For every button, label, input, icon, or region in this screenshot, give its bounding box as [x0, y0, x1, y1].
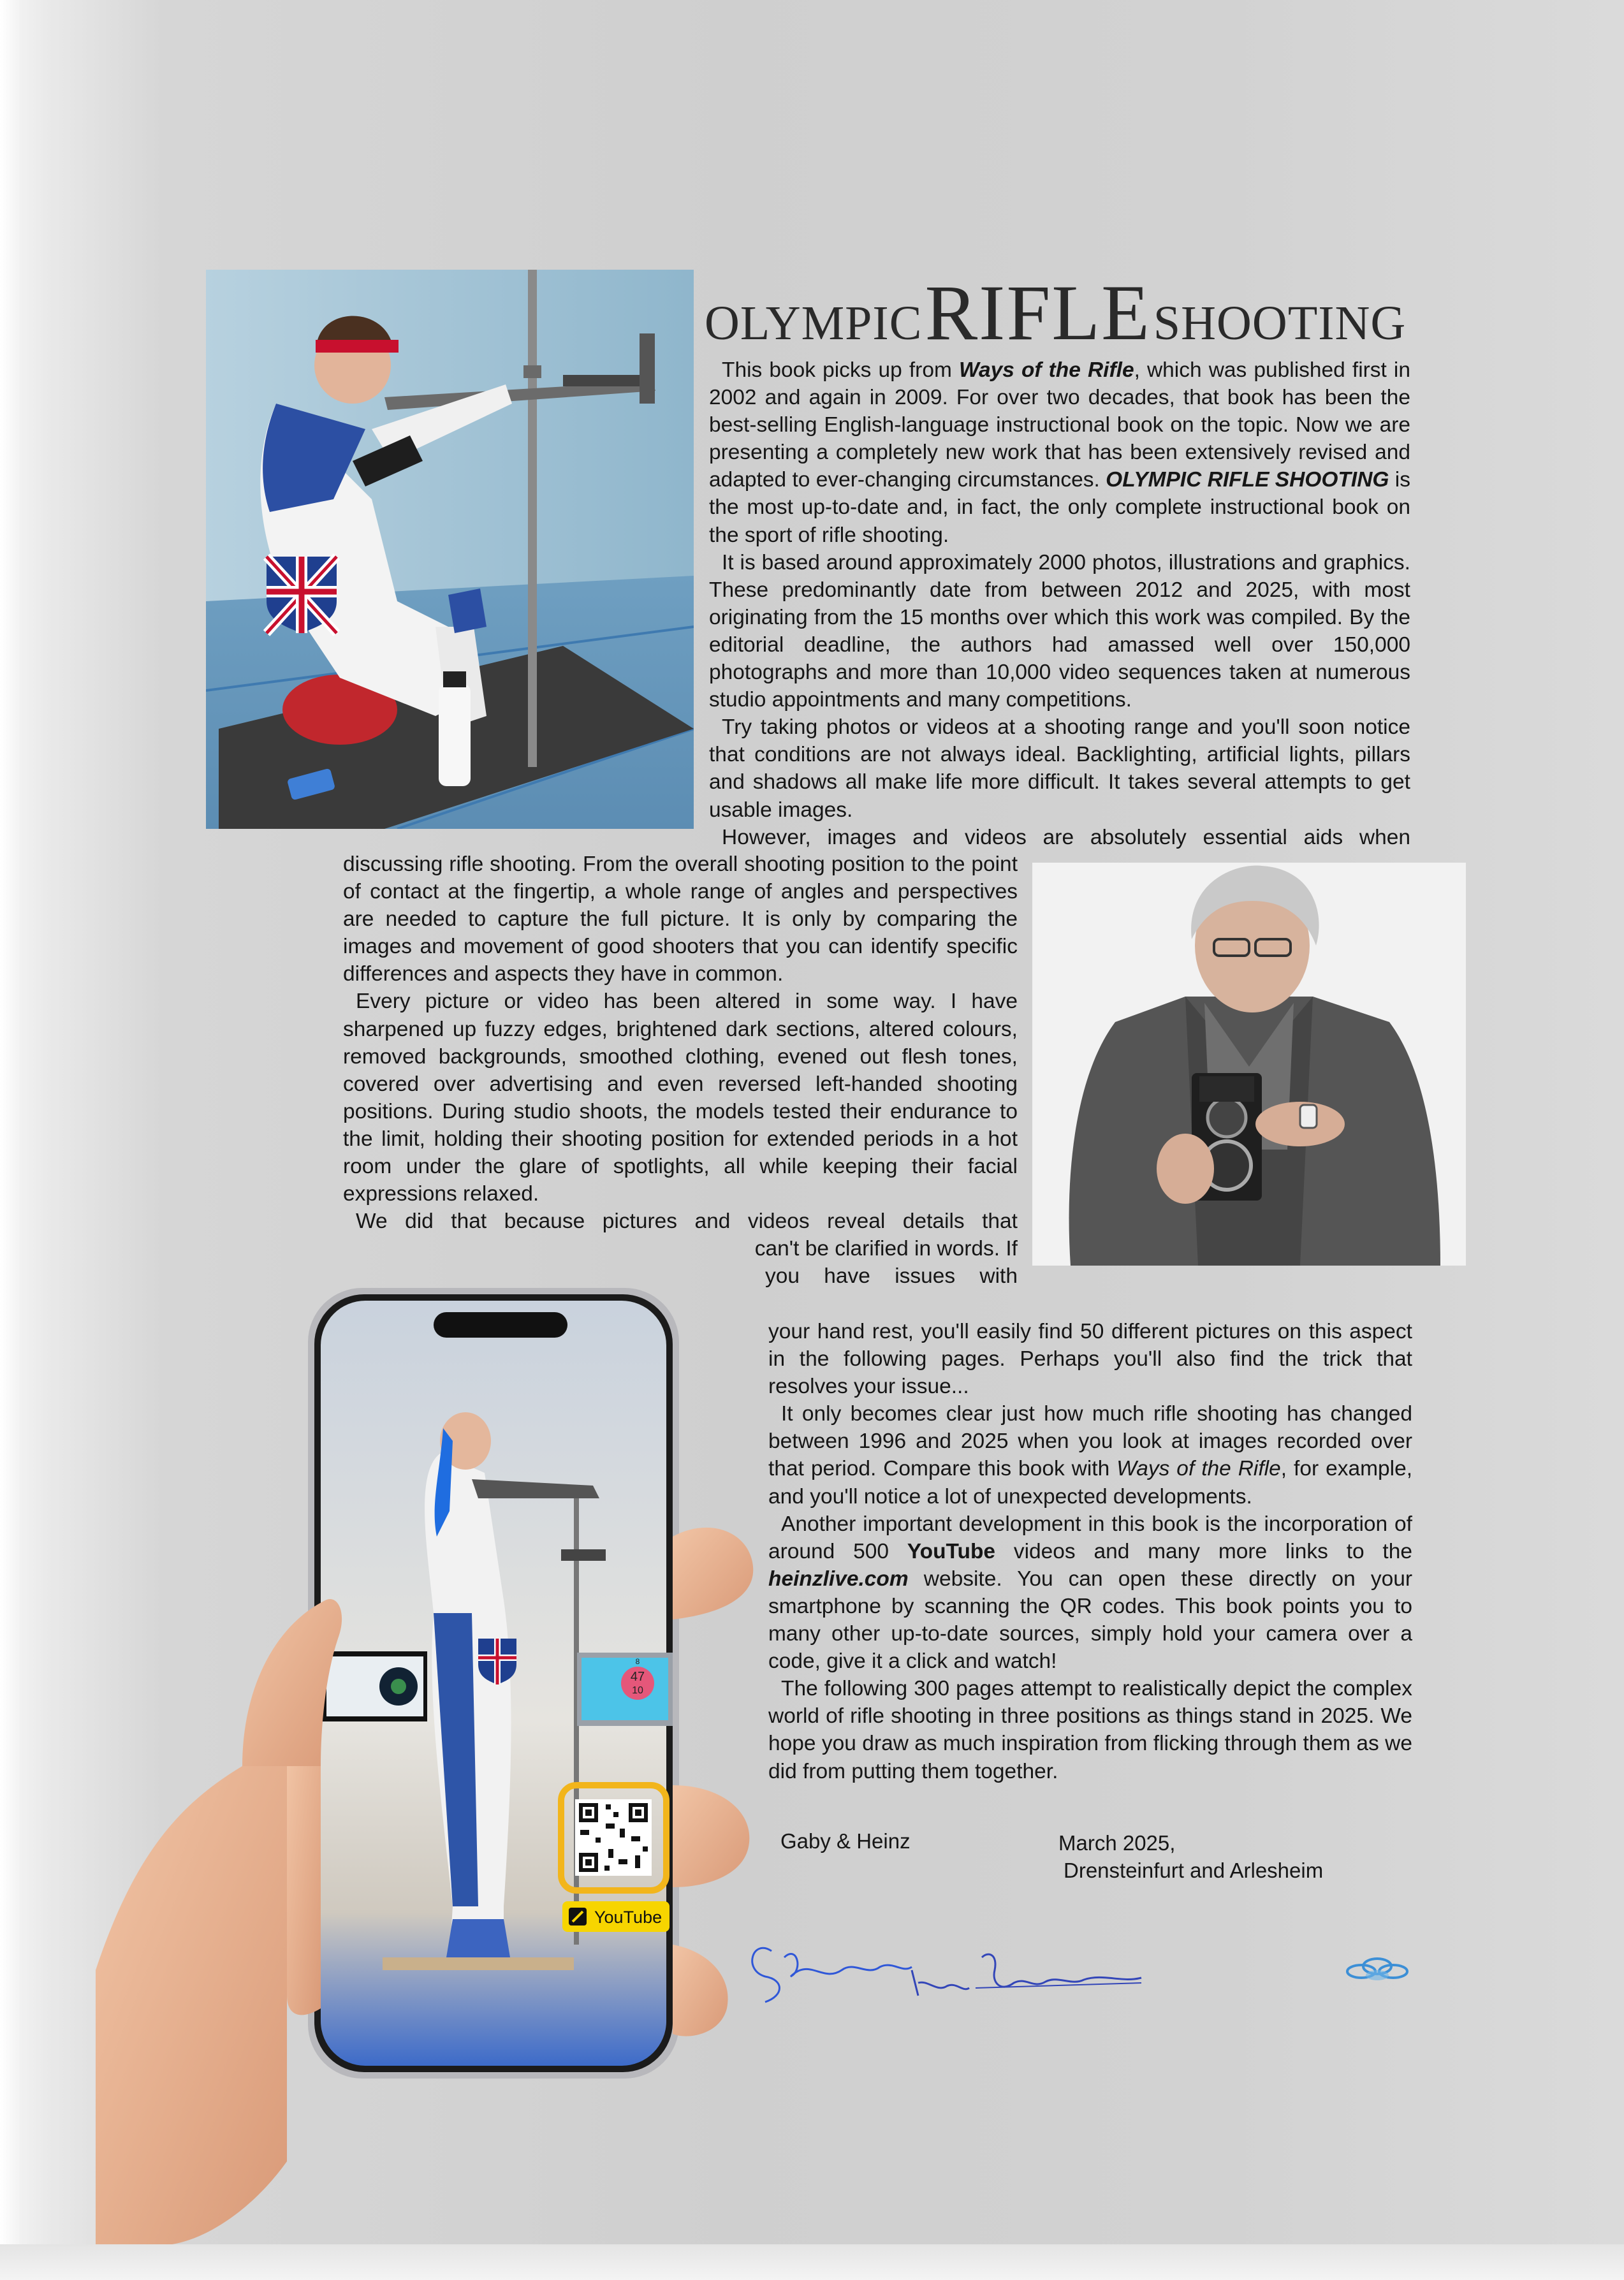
p8-text-a: Another important development in this book is the incorporation of around 500 — [768, 1512, 1412, 1563]
p8-text-c: videos and many more links to the — [995, 1539, 1412, 1563]
page-bottom-strip — [0, 2244, 1624, 2280]
paragraph-9: The following 300 pages attempt to realistically depict the complex world of rifle shooting in three positions as things stand in 2025. We hope you draw as much inspiration from flicking through them as we did from putting them together. — [768, 1677, 1412, 1783]
signoff-date — [1058, 1829, 1323, 1884]
youtube-badge-label: YouTube — [594, 1908, 662, 1927]
date-line: March 2025, — [1058, 1831, 1176, 1855]
intro-text-middle — [343, 851, 1018, 1235]
book-title — [705, 268, 1470, 358]
paragraph-1 — [709, 356, 1410, 549]
intro-text-top — [709, 356, 1410, 851]
qr-code-icon — [575, 1799, 652, 1876]
hand-phone-illustration — [96, 1282, 772, 2244]
paragraph-4-rest: discussing rifle shooting. From the overall shooting position to the point of contact at the fingertip, a whole range of angles and perspectives are needed to capture the full picture. It is only by comparing the images and movement of good shooters that you can identify specific differences and aspects they have in common. — [343, 852, 1018, 986]
p1-book-ref: Ways of the Rifle — [958, 358, 1134, 382]
paragraph-8 — [768, 1510, 1412, 1676]
target-score-top: 47 — [630, 1670, 645, 1684]
p1-title-ref: OLYMPIC RIFLE SHOOTING — [1106, 468, 1389, 492]
photographer-photo — [1032, 863, 1466, 1266]
p1-text-a: This book picks up from — [722, 358, 959, 382]
p1-text-e: is the most up-to-date and, in fact, the only complete instructional book on the sport of rifle shooting. — [709, 468, 1411, 547]
title-rifle: RIFLE — [925, 269, 1151, 356]
target-score-bottom: 10 — [632, 1685, 643, 1696]
title-olympic: OLYMPIC — [705, 296, 923, 350]
p7-text-a: It only becomes clear just how much rifle shooting has changed between 1996 and 2025 when you look at images recorded over that period. Compare this book with — [768, 1402, 1412, 1481]
paragraph-6-line2: can't be clarified in words. If — [754, 1237, 1018, 1261]
page-edge — [0, 0, 20, 2280]
p7-book-ref: Ways of the Rifle — [1116, 1457, 1281, 1481]
place-line: Drensteinfurt and Arlesheim — [1064, 1859, 1324, 1882]
target-score-small: 8 — [635, 1657, 640, 1666]
paragraph-6-rest: your hand rest, you'll easily find 50 different pictures on this aspect in the following pages. Perhaps you'll also find the trick that resolves your issue... — [768, 1320, 1412, 1399]
paragraph-2: It is based around approximately 2000 photos, illustrations and graphics. These predominantly date from between 2012 and 2025, with most originating from the 15 months over which this work was compiled. By the editorial deadline, the authors had amassed well over 150,000 photographs and more than 10,000 video sequences taken at numerous studio appointments and many competitions. — [709, 550, 1410, 712]
kneeling-shooter-illustration — [206, 270, 694, 829]
hand-holding-phone — [96, 1282, 772, 2244]
paragraph-3: Try taking photos or videos at a shooting range and you'll soon notice that conditions are not always ideal. Backlighting, artificial lights, pillars and shadows all make life more difficult. It takes several attempts to get usable images. — [709, 715, 1410, 822]
paragraph-5: Every picture or video has been altered in some way. I have sharpened up fuzzy edges, brightened dark sections, altered colours, removed backgrounds, smoothed clothing, evened out flesh tones, covered over advertising and even reversed left-handed shooting positions. During studio shoots, the models tested their endurance to the limit, holding their shooting position for extended periods in a hot room under the glare of spotlights, all while keeping their facial expressions relaxed. — [343, 990, 1018, 1206]
paragraph-7 — [768, 1400, 1412, 1510]
paragraph-6-line3: you have issues with — [765, 1264, 1018, 1289]
paragraph-4-start: However, images and videos are absolutely essential aids when — [722, 825, 1410, 849]
photographer-illustration — [1032, 863, 1466, 1266]
p8-youtube: YouTube — [907, 1539, 996, 1563]
p8-website: heinzlive.com — [768, 1567, 909, 1591]
p7-text-c: , for example, and you'll notice a lot of unexpected developments. — [768, 1457, 1413, 1509]
kneeling-shooter-photo — [206, 270, 694, 829]
p8-text-e: website. You can open these directly on your smartphone by scanning the QR codes. This book points you to many other up-to-date sources, simply hold your camera over a code, give it a click and watch! — [768, 1567, 1412, 1674]
author-names: Gaby & Heinz — [780, 1829, 911, 1853]
p1-text-c: , which was published first in 2002 and again in 2009. For over two decades, that book has been the best-selling English-language instructional book on the topic. Now we are presenting a completely new work that has been extensively revised and adapted to ever-changing circumstances. — [709, 358, 1411, 492]
intro-text-bottom — [768, 1318, 1412, 1785]
flower-mark-icon — [1342, 1951, 1412, 1989]
handwritten-signatures — [746, 1932, 1154, 2008]
paragraph-6-start: We did that because pictures and videos reveal details that — [356, 1209, 1018, 1234]
title-shooting: SHOOTING — [1153, 296, 1407, 350]
